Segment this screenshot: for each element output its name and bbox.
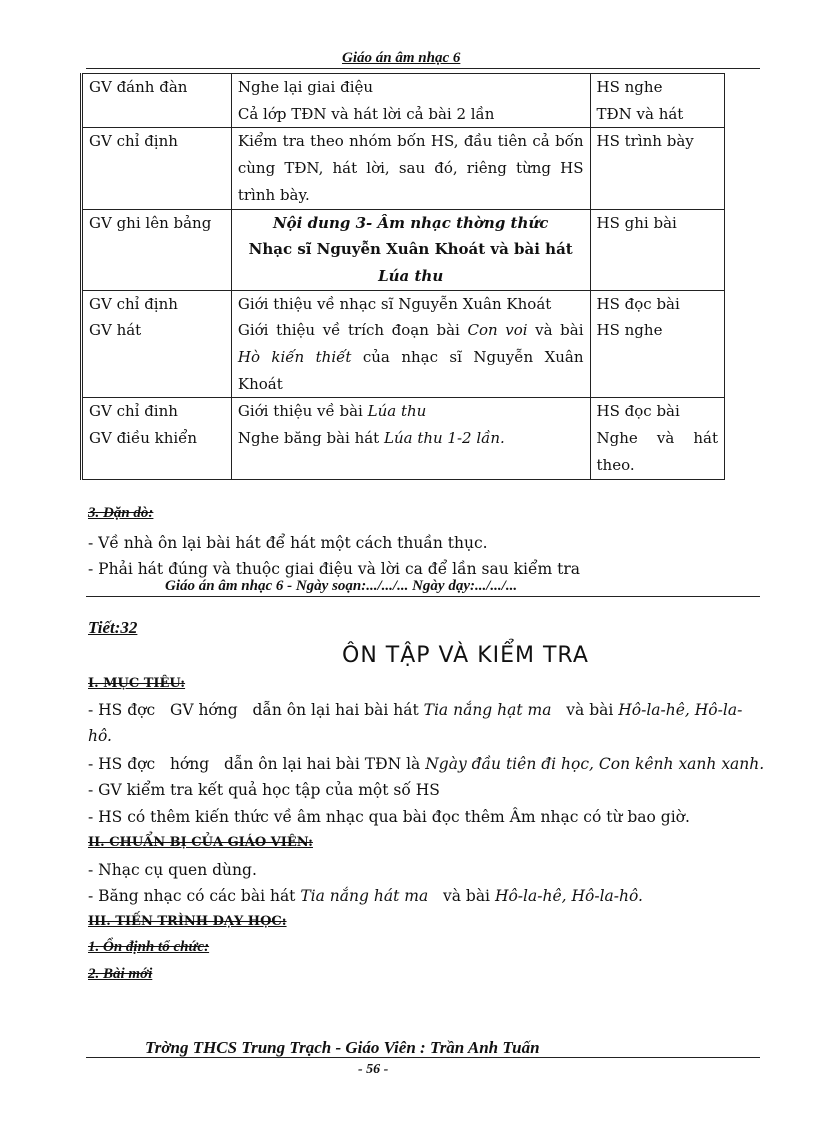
- page-footer: Trờng THCS Trung Trạch - Giáo Viên : Trần Anh Tuấn: [145, 1038, 540, 1057]
- student-cell: HS trình bày: [590, 128, 724, 209]
- lesson-header: Giáo án âm nhạc 6 - Ngày soạn:.../.../... Ngày dạy:.../.../...: [165, 578, 518, 594]
- preparation-line: - Nhạc cụ quen dùng.: [88, 861, 257, 879]
- objective-line: hô.: [88, 727, 112, 745]
- song-title: Lúa thu: [378, 266, 444, 285]
- content-cell: Kiểm tra theo nhóm bốn HS, đầu tiên cả bốn cùng TĐN, hát lời, sau đó, riêng từng HS trình bày.: [231, 128, 590, 209]
- objectives-heading: I. MỤC TIÊU:: [88, 676, 186, 691]
- content-cell: Giới thiệu về nhạc sĩ Nguyễn Xuân Khoát Giới thiệu về trích đoạn bài Con voi và bài Hò kiến thiết của nhạc sĩ Nguyễn Xuân Khoát: [231, 290, 590, 398]
- section-subheading: Nhạc sĩ Nguyễn Xuân Khoát và bài hát: [248, 240, 573, 259]
- content-cell: [231, 209, 590, 290]
- page-header: Giáo án âm nhạc 6: [342, 50, 461, 66]
- table-row: [82, 128, 725, 209]
- content-cell: Nghe lại giai điệu Cả lớp TĐN và hát lời cả bài 2 lần: [231, 74, 590, 128]
- teacher-cell: GV ghi lên bảng: [82, 209, 232, 290]
- student-cell: HS đọc bài Nghe và hát theo.: [590, 398, 724, 479]
- header-rule: [86, 68, 760, 69]
- student-cell: HS nghe TĐN và hát: [590, 74, 724, 128]
- teacher-cell: GV chỉ định GV hát: [82, 290, 232, 398]
- homework-heading: 3. Dặn dò:: [88, 505, 154, 521]
- teacher-cell: GV chỉ định: [82, 128, 232, 209]
- homework-line: - Phải hát đúng và thuộc giai điệu và lời ca để lần sau kiểm tra: [88, 560, 581, 578]
- period-number: Tiết:32: [88, 618, 138, 637]
- table-row: [82, 398, 725, 479]
- footer-rule: [86, 1057, 760, 1058]
- procedure-heading: III. TIẾN TRÌNH DẠY HỌC:: [88, 914, 287, 929]
- procedure-subheading: 1. Ổn định tổ chức:: [88, 939, 210, 955]
- table-row: [82, 209, 725, 290]
- preparation-line: - Băng nhạc có các bài hát Tia nắng hát ma và bài Hô-la-hê, Hô-la-hô.: [88, 887, 643, 905]
- lesson-title: ÔN TẬP VÀ KIỂM TRA: [342, 643, 589, 668]
- section-heading: Nội dung 3- Âm nhạc thờng thức: [272, 213, 549, 232]
- content-cell: Giới thiệu về bài Lúa thu Nghe băng bài hát Lúa thu 1-2 lần.: [231, 398, 590, 479]
- objective-line: - HS đợc hớng dẫn ôn lại hai bài TĐN là Ngày đầu tiên đi học, Con kênh xanh xanh.: [88, 755, 765, 773]
- student-cell: HS ghi bài: [590, 209, 724, 290]
- lesson-activity-table: [80, 73, 725, 480]
- preparation-heading: II. CHUẨN BỊ CỦA GIÁO VIÊN:: [88, 835, 313, 850]
- procedure-subheading: 2. Bài mới: [88, 966, 153, 982]
- table-row: [82, 290, 725, 398]
- lesson-header-rule: [86, 596, 760, 597]
- teacher-cell: GV chỉ đinh GV điều khiển: [82, 398, 232, 479]
- teacher-cell: GV đánh đàn: [82, 74, 232, 128]
- objective-line: - HS có thêm kiến thức về âm nhạc qua bài đọc thêm Âm nhạc có từ bao giờ.: [88, 808, 690, 826]
- objective-line: - GV kiểm tra kết quả học tập của một số HS: [88, 781, 440, 799]
- objective-line: - HS đợc GV hớng dẫn ôn lại hai bài hát Tia nắng hạt ma và bài Hô-la-hê, Hô-la-: [88, 701, 743, 719]
- page-number: - 56 -: [358, 1062, 389, 1077]
- homework-line: - Về nhà ôn lại bài hát để hát một cách thuần thục.: [88, 534, 488, 552]
- table-row: [82, 74, 725, 128]
- student-cell: HS đọc bài HS nghe: [590, 290, 724, 398]
